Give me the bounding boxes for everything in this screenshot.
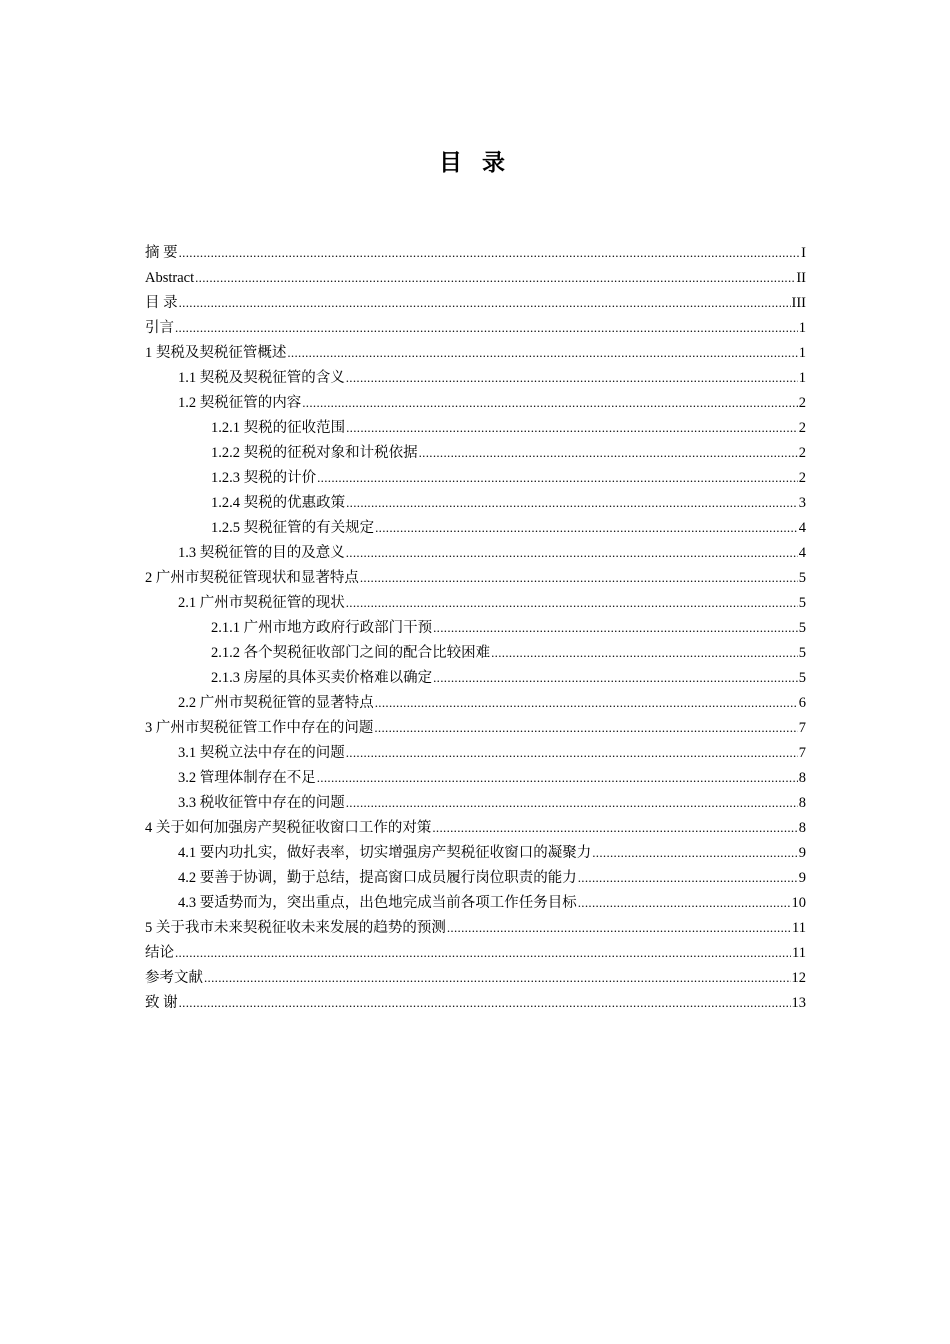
toc-entry-page-number: 4: [798, 520, 806, 536]
toc-entry[interactable]: [145, 465, 806, 490]
toc-entry-page-number: 8: [798, 770, 806, 786]
toc-entry-page-number: I: [801, 245, 806, 261]
toc-entry[interactable]: [145, 265, 806, 290]
toc-dot-leader: [179, 290, 791, 316]
toc-entry[interactable]: [145, 815, 806, 840]
toc-entry-label: 4.2 要善于协调，勤于总结，提高窗口成员履行岗位职责的能力: [178, 870, 577, 886]
toc-dot-leader: [302, 390, 798, 416]
toc-entry-page-number: 11: [792, 945, 806, 961]
toc-entry-label: 参考文献: [145, 970, 203, 986]
toc-entry-page-number: 1: [798, 370, 806, 386]
toc-dot-leader: [179, 240, 801, 266]
toc-entry-label: 1.1 契税及契税征管的含义: [178, 370, 345, 386]
toc-entry-label: 5 关于我市未来契税征收未来发展的趋势的预测: [145, 920, 446, 936]
toc-entry[interactable]: [145, 490, 806, 515]
toc-entry[interactable]: [145, 365, 806, 390]
toc-entry[interactable]: [145, 565, 806, 590]
toc-entry-label: 4.1 要内功扎实，做好表率，切实增强房产契税征收窗口的凝聚力: [178, 845, 592, 861]
toc-entry-label: 1.2.1 契税的征收范围: [211, 420, 346, 436]
toc-entry[interactable]: [145, 790, 806, 815]
toc-entry-page-number: 6: [798, 695, 806, 711]
toc-entry-page-number: 8: [798, 820, 806, 836]
toc-entry-page-number: 2: [798, 395, 806, 411]
toc-entry-page-number: 7: [798, 720, 806, 736]
toc-entry[interactable]: [145, 540, 806, 565]
toc-entry[interactable]: [145, 840, 806, 865]
toc-dot-leader: [317, 465, 798, 491]
toc-entry-page-number: 3: [798, 495, 806, 511]
toc-dot-leader: [447, 915, 791, 941]
toc-entry-label: 1.3 契税征管的目的及意义: [178, 545, 345, 561]
toc-entry-label: 摘 要: [145, 245, 178, 261]
toc-dot-leader: [179, 990, 791, 1016]
toc-dot-leader: [346, 365, 798, 391]
toc-entry-label: 目 录: [145, 295, 178, 311]
toc-entry-page-number: 13: [791, 995, 806, 1011]
toc-entry[interactable]: [145, 640, 806, 665]
toc-dot-leader: [346, 790, 798, 816]
toc-entry-page-number: 2: [798, 445, 806, 461]
toc-entry[interactable]: [145, 940, 806, 965]
toc-entry-page-number: 5: [798, 570, 806, 586]
toc-entry-page-number: III: [791, 295, 806, 311]
toc-entry-label: 2.1.3 房屋的具体买卖价格难以确定: [211, 670, 433, 686]
toc-entry[interactable]: [145, 665, 806, 690]
toc-entry[interactable]: [145, 865, 806, 890]
toc-entry-label: 3.2 管理体制存在不足: [178, 770, 316, 786]
toc-entry-label: 3.1 契税立法中存在的问题: [178, 745, 345, 761]
toc-entry-page-number: 4: [798, 545, 806, 561]
toc-entry-label: 2.1.2 各个契税征收部门之间的配合比较困难: [211, 645, 491, 661]
toc-dot-leader: [375, 690, 798, 716]
toc-entry[interactable]: [145, 615, 806, 640]
toc-entry-page-number: 11: [792, 920, 806, 936]
toc-dot-leader: [346, 415, 798, 441]
toc-title: 目 录: [438, 150, 511, 176]
toc-entry-label: 1.2 契税征管的内容: [178, 395, 302, 411]
toc-dot-leader: [374, 715, 797, 741]
toc-entry-page-number: 9: [798, 870, 806, 886]
toc-entry-label: 2 广州市契税征管现状和显著特点: [145, 570, 359, 586]
toc-dot-leader: [433, 615, 798, 641]
toc-entry-page-number: 7: [798, 745, 806, 761]
toc-entry[interactable]: [145, 965, 806, 990]
toc-entry-label: 4 关于如何加强房产契税征收窗口工作的对策: [145, 820, 432, 836]
toc-entry-page-number: 5: [798, 595, 806, 611]
toc-dot-leader: [317, 765, 798, 791]
toc-entry-label: 2.1 广州市契税征管的现状: [178, 595, 345, 611]
toc-dot-leader: [491, 640, 798, 666]
toc-entry-label: 4.3 要适势而为，突出重点，出色地完成当前各项工作任务目标: [178, 895, 577, 911]
toc-dot-leader: [360, 565, 798, 591]
toc-entry[interactable]: [145, 515, 806, 540]
toc-dot-leader: [432, 815, 797, 841]
toc-entry-label: 1.2.3 契税的计价: [211, 470, 317, 486]
toc-entry-page-number: 2: [798, 420, 806, 436]
toc-dot-leader: [592, 840, 798, 866]
toc-entry[interactable]: [145, 890, 806, 915]
toc-entry[interactable]: [145, 740, 806, 765]
toc-dot-leader: [419, 440, 798, 466]
toc-entry-label: 致 谢: [145, 995, 178, 1011]
toc-entry[interactable]: [145, 590, 806, 615]
toc-entry[interactable]: [145, 290, 806, 315]
toc-entry[interactable]: [145, 390, 806, 415]
toc-dot-leader: [578, 890, 791, 916]
toc-entry[interactable]: [145, 715, 806, 740]
toc-entry[interactable]: [145, 440, 806, 465]
toc-dot-leader: [175, 940, 791, 966]
toc-entry-label: Abstract: [145, 270, 195, 286]
toc-entry[interactable]: [145, 990, 806, 1015]
toc-entry-label: 2.2 广州市契税征管的显著特点: [178, 695, 374, 711]
toc-entry-page-number: 5: [798, 670, 806, 686]
toc-entry-label: 1.2.5 契税征管的有关规定: [211, 520, 375, 536]
toc-entry-label: 引言: [145, 320, 174, 336]
toc-entry-page-number: 12: [791, 970, 806, 986]
toc-dot-leader: [204, 965, 791, 991]
toc-entry[interactable]: [145, 240, 806, 265]
toc-entry-page-number: 5: [798, 645, 806, 661]
toc-entry-page-number: 5: [798, 620, 806, 636]
toc-dot-leader: [346, 490, 798, 516]
toc-dot-leader: [346, 590, 798, 616]
toc-entry-page-number: 10: [791, 895, 806, 911]
toc-entry-page-number: 8: [798, 795, 806, 811]
toc-entry-label: 3.3 税收征管中存在的问题: [178, 795, 345, 811]
toc-entry-label: 3 广州市契税征管工作中存在的问题: [145, 720, 374, 736]
toc-entry[interactable]: [145, 415, 806, 440]
toc-dot-leader: [287, 340, 797, 366]
toc-dot-leader: [346, 540, 798, 566]
toc-entry[interactable]: [145, 315, 806, 340]
toc-entry-page-number: 9: [798, 845, 806, 861]
toc-entry[interactable]: [145, 690, 806, 715]
toc-entry-page-number: 1: [798, 345, 806, 361]
toc-entry[interactable]: [145, 915, 806, 940]
toc-dot-leader: [433, 665, 798, 691]
toc-entry-label: 1.2.2 契税的征税对象和计税依据: [211, 445, 418, 461]
toc-dot-leader: [346, 740, 798, 766]
toc-entry-page-number: II: [796, 270, 806, 286]
toc-entry[interactable]: [145, 340, 806, 365]
toc-entry[interactable]: [145, 765, 806, 790]
toc-dot-leader: [375, 515, 798, 541]
toc-dot-leader: [175, 315, 798, 341]
toc-entry-label: 1 契税及契税征管概述: [145, 345, 287, 361]
toc-entry-label: 1.2.4 契税的优惠政策: [211, 495, 346, 511]
toc-list: [145, 240, 806, 1015]
toc-entry-label: 结论: [145, 945, 174, 961]
toc-dot-leader: [578, 865, 798, 891]
toc-dot-leader: [195, 265, 795, 291]
toc-entry-page-number: 1: [798, 320, 806, 336]
toc-entry-label: 2.1.1 广州市地方政府行政部门干预: [211, 620, 433, 636]
toc-entry-page-number: 2: [798, 470, 806, 486]
